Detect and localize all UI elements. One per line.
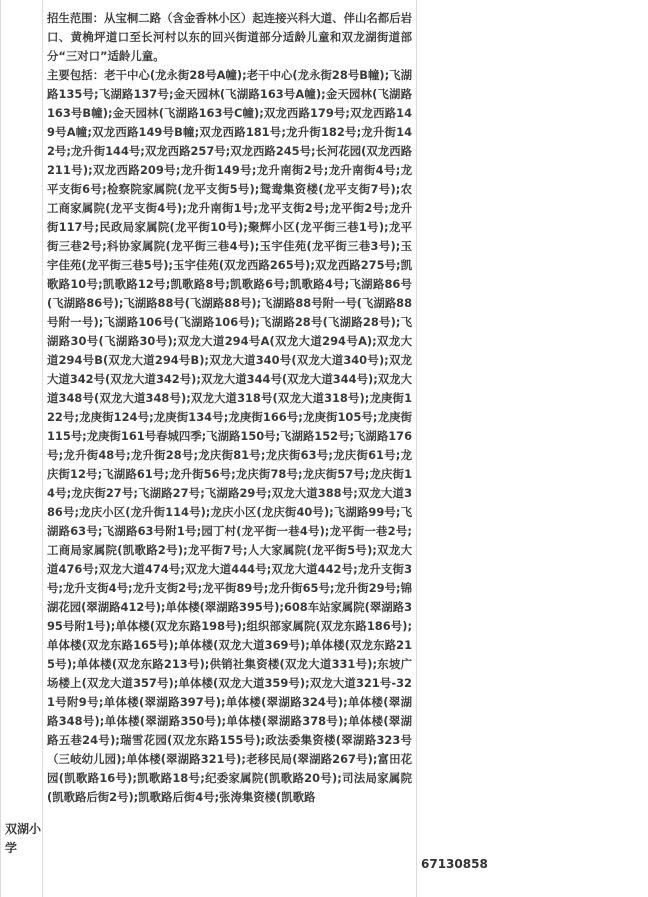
enrollment-address-list: 主要包括：老干中心(龙永街28号A幢);老干中心(龙永街28号B幢);飞湖路135号;飞湖路137号;金天园林(飞湖路163号A幢);金天园林(飞湖路163号B幢);金天园林(飞湖路163号C幢);双龙西路179号;双龙西路149号A幢;双龙西路149号B幢;双龙西路181号;龙升街182号;龙升街142号;龙升街144号;双龙西路257号;双龙西路245号;长河花园(双龙西路211号);双龙西路209号;龙升街149号;龙升南街2号;龙升南街4号;龙平支街6号;检察院家属院(龙平支街5号);鸳鸯集资楼(龙平支街7号);农工商家属院(龙平支街4号);龙升南街1号;龙平支街2号;龙平街2号;龙升街117号;民政局家属院(龙平街10号);聚辉小区(龙平街三巷1号);龙平街三巷2号;科协家属院(龙平街三巷4号);玉宇佳苑(龙平街三巷3号);玉宇佳苑(龙平街三巷5号);玉宇佳苑(双龙西路265号);双龙西路275号;凯歌路10号;凯歌路12号;凯歌路8号;凯歌路6号;凯歌路4号;飞湖路86号(飞湖路86号);飞湖路88号(飞湖路88号);飞湖路88号附一号(飞湖路88号附一号);飞湖路106号(飞湖路106号);飞湖路28号(飞湖路28号);飞湖路30号(飞湖路30号);双龙大道294号A(双龙大道294号A);双龙大道294号B(双龙大道294号B);双龙大道340号(双龙大道340号);双龙大道342号(双龙大道342号);双龙大道344号(双龙大道344号);双龙大道348号(双龙大道348号);双龙大道318号(双龙大道318号);龙庚街122号;龙庚街124号;龙庚街134号;龙庚街166号;龙庚街105号;龙庚街115号;龙庚街161号春城四季;飞湖路150号;飞湖路152号;飞湖路176号;龙升街48号;龙升街28号;龙庆街81号;龙庆街63号;龙庆街61号;龙庆街12号;飞湖路61号;龙升街56号;龙庆街78号;龙庆街57号;龙庆街14号;龙庆街27号;飞湖路27号;飞湖路29号;双龙大道388号;双龙大道386号;龙庆小区(龙升街114号);龙庆小区(龙庆街40号);飞湖路99号;飞湖路63号;飞湖路63号附1号;园丁村(龙平街一巷4号);龙平街一巷2号;工商局家属院(凯歌路2号);龙平街7号;人大家属院(龙平街5号);双龙大道476号;双龙大道474号;双龙大道444号;双龙大道442号;龙升支街3号;龙升支街4号;龙升支街2号;龙平街89号;龙升街65号;龙升街29号;锦湖花园(翠湖路412号);单体楼(翠湖路395号);608车站家属院(翠湖路395号附1号);单体楼(双龙东路198号);组织部家属院(双龙东路186号);单体楼(双龙东路165号);单体楼(双龙大道369号);单体楼(双龙东路215号);单体楼(双龙东路213号);供销社集资楼(双龙大道331号);东坡广场楼上(双龙大道357号);单体楼(双龙大道359号);双龙大道321号-321号附9号;单体楼(翠湖路397号);单体楼(翠湖路324号);单体楼(翠湖路348号);单体楼(翠湖路350号);单体楼(翠湖路378号);单体楼(翠湖路五巷24号);瑞雪花园(双龙东路155号);政法委集资楼(翠湖路323号（三岐幼儿园);单体楼(翠湖路321号);老移民局(翠湖路267号);富田花园(凯歌路16号);凯歌路18号;纪委家属院(凯歌路20号);司法局家属院(凯歌路后街2号);凯歌路后街4号;张涛集资楼(凯歌路: [47, 68, 412, 804]
phone-cell: [417, 0, 648, 897]
enrollment-scope-summary: 招生范围：从宝桐二路（含金香林小区）起连接兴科大道、伴山名都后岩口、黄桷坪道口至长河村以东的回兴街道部分适龄儿童和双龙湖街道部分“三对口”适龄儿童。: [47, 11, 412, 63]
phone-number: 67130858: [421, 857, 488, 871]
enrollment-scope-text: [47, 9, 412, 807]
enrollment-scope-cell: [43, 0, 417, 897]
school-name-cell: [1, 0, 43, 897]
school-name: 双湖小学: [5, 822, 42, 855]
